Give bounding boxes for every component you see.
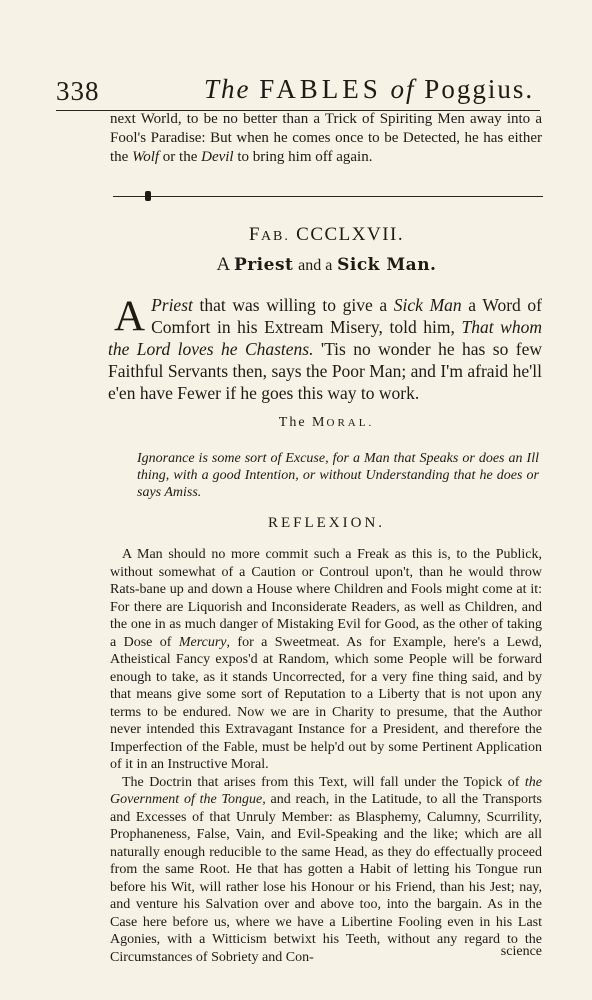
carryover-run: to bring him off again. <box>233 149 373 165</box>
reflexion-run: , for a Sweetmeat. As for Example, here's a Lewd, Atheistical Fancy expos'd at Random, which some People will be forward enough to take, as it stands Uncorrected, for a very fine thing said, and by that means give some sort of Reputation to a Liberty that is not upon any terms to be endured. Now we are in Charity to presume, that the Author never intended this Extravagant Instance for a President, and therefore the Imperfection of the Fable, must be help'd out by some Pertinent Application of it in an Instructive Moral. <box>110 634 542 772</box>
title-poggius: Poggius. <box>424 74 535 104</box>
fable-number <box>110 224 543 246</box>
fable-run: 'Tis no wonder he has so few Faithful Servants then, says the Poor Man; and I'm afraid he'll e'en have Fewer if he goes this way to work. <box>108 339 542 403</box>
reflexion-heading: REFLEXION. <box>267 515 386 531</box>
reflexion-text <box>110 546 542 966</box>
fable-body <box>108 295 542 403</box>
carryover-text <box>110 110 542 167</box>
reflexion-run: Mercury <box>178 634 227 650</box>
title-the: The <box>204 74 251 104</box>
reflexion-run: The Doctrin that arises from this Text, will fall under the Topick of <box>122 774 525 790</box>
fable-number-prefix-small: AB. <box>260 229 290 244</box>
fable-number-prefix-cap: F <box>248 224 261 245</box>
fable-title-sick-man: Sick Man. <box>337 255 437 275</box>
section-rule <box>113 196 543 197</box>
carryover-run: Wolf <box>132 149 160 165</box>
reflexion-paragraph <box>110 546 542 774</box>
fable-run: Sick Man <box>393 295 462 315</box>
fable-title-a: A <box>216 254 230 275</box>
page-number: 338 <box>56 76 100 106</box>
running-title <box>204 74 534 105</box>
carryover-run: or the <box>159 149 202 165</box>
fable-number-value: CCCLXVII. <box>296 224 405 245</box>
moral-heading-cap: The M <box>278 415 327 430</box>
rule-ornament <box>145 191 151 201</box>
reflexion-run: A Man should no more commit such a Freak as this is, to the Publick, without somewhat of a Caution or Controul upon't, than he would throw Rats-bane up and down a House where Children and Fools might come at it: For there are Liquorish and Inconsiderate Readers, as well as Children, and the one in as much danger of Mistaking Evil for Good, as the other of taking a Dose of <box>110 547 542 650</box>
fable-title-priest: Priest <box>233 255 294 275</box>
fable-text <box>108 294 542 404</box>
moral-heading-small: ORAL. <box>326 417 375 429</box>
fable-run: Priest <box>151 295 193 315</box>
fable-title-and: and a <box>298 257 333 274</box>
reflexion-paragraph <box>110 774 542 967</box>
carryover-run: next World, to be no better than a Trick of Spiriting Men away into a Fool's Paradise: But when he comes once to be Detected, he has either the <box>110 111 542 165</box>
reflexion-run: the Government of the Tongue, <box>110 774 542 807</box>
running-header <box>56 62 540 111</box>
reflexion-run: and reach, in the Latitude, to all the Transports and Excesses of that Unruly Member: as Blasphemy, Calumny, Scurrility, Prophaneness, False, Vain, and Evil-Speaking and the like; which are all naturally enough reducible to the same Head, as they do effectually proceed from the same Root. He that has gotten a Habit of letting his Tongue run before his Wit, will rather lose his Honour or his Friend, than his Jest; nay, and venture his Salvation over and above too, into the bargain. As in the Case here before us, where we have a Libertine Fooling even in his Last Agonies, with a Witticism betwixt his Teeth, without any regard to the Circumstances of Sobriety and Con- <box>110 792 542 965</box>
drop-cap: A <box>114 293 146 340</box>
title-of: of <box>390 74 416 104</box>
fable-run: that was willing to give a <box>192 295 394 315</box>
catchword: science <box>500 944 542 959</box>
title-fables: FABLES <box>259 74 382 104</box>
fable-title <box>110 254 543 276</box>
moral-heading <box>110 415 543 431</box>
moral-text: Ignorance is some sort of Excuse, for a Man that Speaks or does an Ill thing, with a good Intention, or without Understanding that he does or says Amiss. <box>137 451 539 500</box>
fable-run: a Word of Comfort in his Extream Misery, told him, <box>151 295 542 337</box>
carryover-run: Devil <box>201 149 234 165</box>
fable-run: That whom the Lord loves he Chastens. <box>108 317 542 359</box>
